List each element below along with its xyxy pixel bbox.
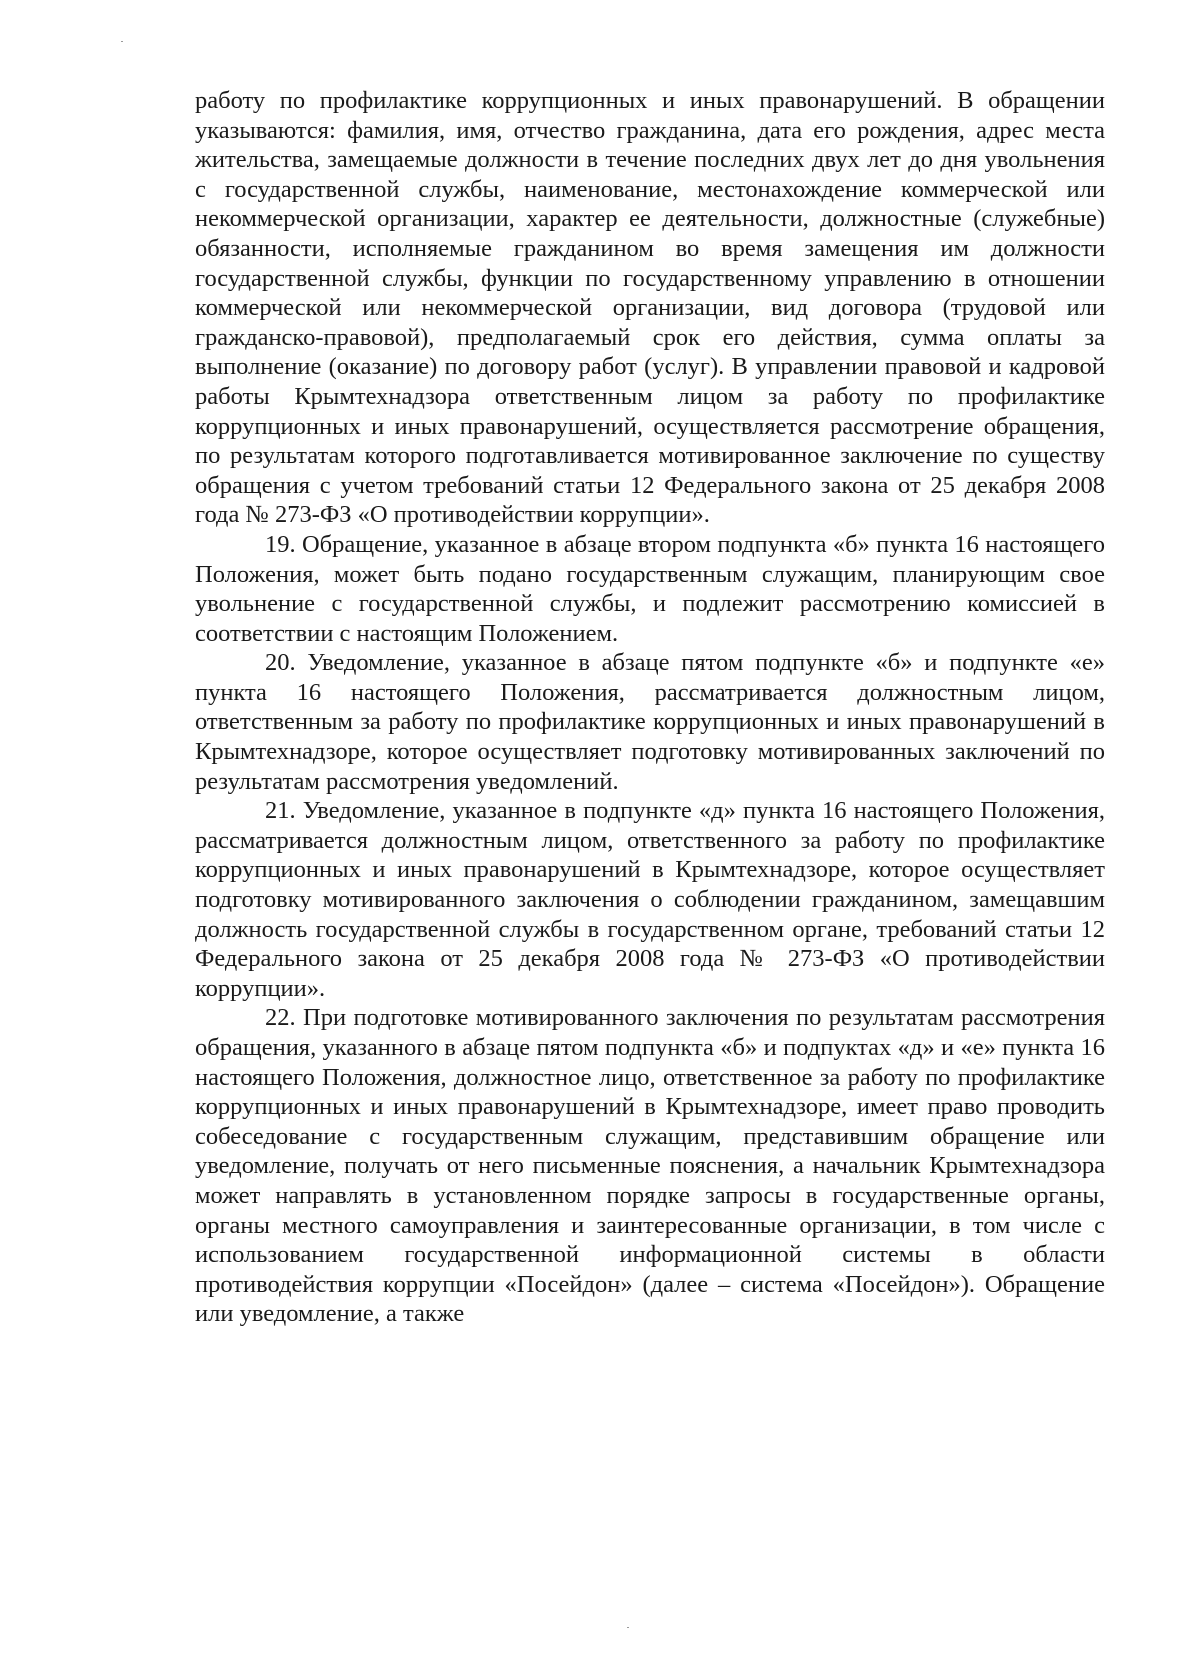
scan-artifact-dot: [121, 41, 123, 42]
paragraph-21: 21. Уведомление, указанное в подпункте «д» пункта 16 настоящего Положения, рассматривается должностным лицом, ответственного за работу по профилактике коррупционных и иных правонарушений в Крымтехнадзоре, которое осуществляет подготовку мотивированного заключения о соблюдении гражданином, замещавшим должность государственной службы в государственном органе, требований статьи 12 Федерального закона от 25 декабря 2008 года № 273-ФЗ «О противодействии коррупции».: [195, 797, 1105, 1002]
paragraph-continuation: работу по профилактике коррупционных и иных правонарушений. В обращении указываются: фамилия, имя, отчество гражданина, дата его рождения, адрес места жительства, замещаемые должности в течение последних двух лет до дня увольнения с государственной службы, наименование, местонахождение коммерческой или некоммерческой организации, характер ее деятельности, должностные (служебные) обязанности, исполняемые гражданином во время замещения им должности государственной службы, функции по государственному управлению в отношении коммерческой или некоммерческой организации, вид договора (трудовой или гражданско-правовой), предполагаемый срок его действия, сумма оплаты за выполнение (оказание) по договору работ (услуг). В управлении правовой и кадровой работы Крымтехнадзора ответственным лицом за работу по профилактике коррупционных и иных правонарушений, осуществляется рассмотрение обращения, по результатам которого подготавливается мотивированное заключение по существу обращения с учетом требований статьи 12 Федерального закона от 25 декабря 2008 года № 273-ФЗ «О противодействии коррупции».: [195, 87, 1105, 529]
scan-artifact-dot: [627, 1627, 629, 1628]
paragraph-22: 22. При подготовке мотивированного заключения по результатам рассмотрения обращения, указанного в абзаце пятом подпункта «б» и подпуктах «д» и «е» пункта 16 настоящего Положения, должностное лицо, ответственное за работу по профилактике коррупционных и иных правонарушений в Крымтехнадзоре, имеет право проводить собеседование с государственным служащим, представившим обращение или уведомление, получать от него письменные пояснения, а начальник Крымтехнадзора может направлять в установленном порядке запросы в государственные органы, органы местного самоуправления и заинтересованные организации, в том числе с использованием государственной информационной системы в области противодействия коррупции «Посейдон» (далее – система «Посейдон»). Обращение или уведомление, а также: [195, 1004, 1105, 1328]
paragraph-19: 19. Обращение, указанное в абзаце втором подпункта «б» пункта 16 настоящего Положения, может быть подано государственным служащим, планирующим свое увольнение с государственной службы, и подлежит рассмотрению комиссией в соответствии с настоящим Положением.: [195, 530, 1105, 647]
paragraph-20: 20. Уведомление, указанное в абзаце пятом подпункте «б» и подпункте «е» пункта 16 настоящего Положения, рассматривается должностным лицом, ответственным за работу по профилактике коррупционных и иных правонарушений в Крымтехнадзоре, которое осуществляет подготовку мотивированных заключений по результатам рассмотрения уведомлений.: [195, 649, 1105, 795]
document-body: [195, 86, 1105, 1329]
